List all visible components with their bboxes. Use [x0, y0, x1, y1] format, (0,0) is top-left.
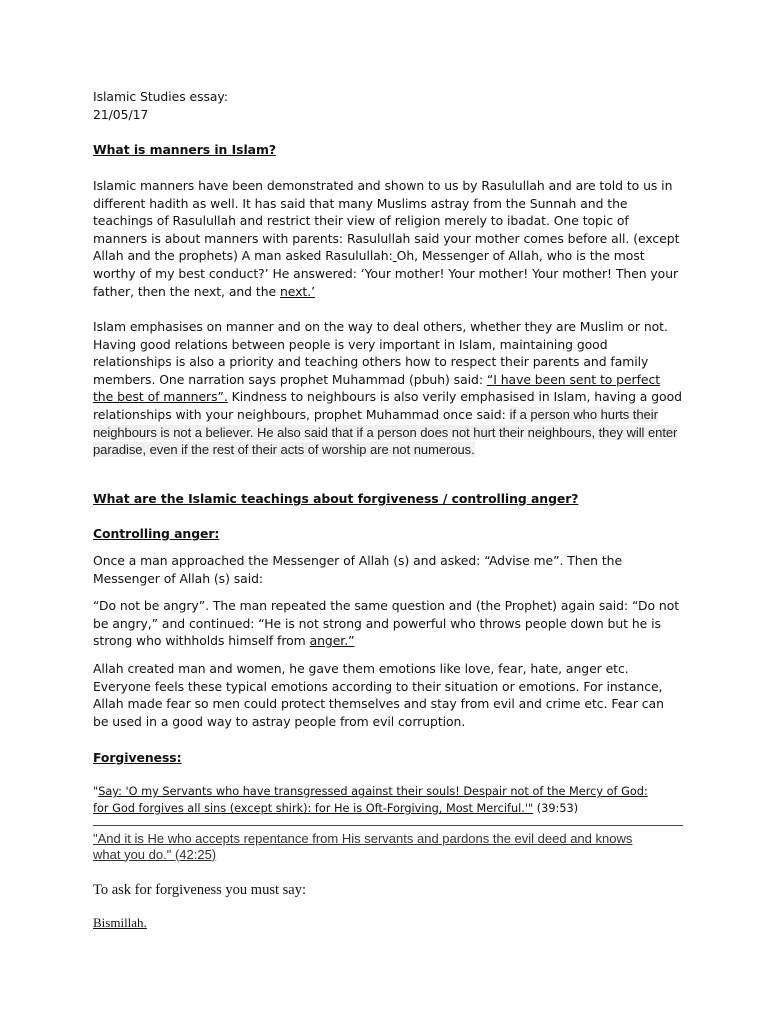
- quran-quote-42-25: [93, 831, 653, 862]
- manners-p1-end: next.’: [279, 283, 315, 299]
- manners-p1-quote: Oh, Messenger of Allah, who is the most worthy of my best conduct?’ He answered: ‘Your mother! Your mother! Your mother! Then your father, then the next, and the: [93, 248, 679, 299]
- bismillah-line: Bismillah.: [93, 915, 147, 930]
- manners-heading: What is manners in Islam?: [93, 142, 276, 157]
- quote1-text: Say: 'O my Servants who have transgressed against their souls! Despair not of the Mercy of God: for God forgives all sins (except shirk): for He is Oft-Forgiving, Most Merciful.'": [93, 785, 648, 815]
- forgiveness-section-heading: What are the Islamic teachings about forgiveness / controlling anger?: [93, 491, 579, 506]
- manners-paragraph-1: [93, 177, 683, 300]
- manners-p2-pasted-text: if a person who hurts their neighbours is not a believer. He also said that if a person does not hurt their neighbours, they will enter paradise, even if the rest of their acts of worship are not numerous.: [93, 406, 678, 458]
- essay-title: Islamic Studies essay:: [93, 89, 228, 104]
- quran-quote-39-53: [93, 783, 653, 817]
- controlling-anger-heading: Controlling anger:: [93, 526, 220, 541]
- quote1-reference: (39:53): [533, 802, 579, 815]
- anger-paragraph-2: [93, 597, 683, 650]
- manners-paragraph-2: [93, 318, 683, 459]
- anger-paragraph-1: Once a man approached the Messenger of Allah (s) and asked: “Advise me”. Then the Messenger of Allah (s) said:: [93, 553, 623, 586]
- quote2-text: "And it is He who accepts repentance from His servants and pardons the evil deed and knows what you do." (42:25): [93, 831, 633, 862]
- ask-forgiveness-line: To ask for forgiveness you must say:: [93, 882, 306, 898]
- divider: [93, 825, 683, 826]
- manners-p2-hadith: “I have been sent to perfect the best of manners”.: [93, 371, 661, 405]
- quote1-open-mark: ": [93, 785, 99, 798]
- essay-header: [93, 88, 683, 123]
- manners-p2-neighbours: Kindness to neighbours is also verily emphasised in Islam, having a good relationships with your neighbours, prophet Muhammad once said:: [93, 389, 682, 422]
- manners-p2-text: Islam emphasises on manner and on the way to deal others, whether they are Muslim or not. Having good relations between people is very important in Islam, maintaining good relationships is also a priority and teaching others how to respect their parents and family members. One narration says prophet Muhammad (pbuh) said:: [93, 319, 668, 387]
- anger-p2-text: “Do not be angry”. The man repeated the same question and (the Prophet) again said: “Do not be angry,” and continued: “He is not strong and powerful who throws people down but he is strong who withholds himself from: [93, 598, 680, 649]
- essay-date: 21/05/17: [93, 106, 149, 122]
- manners-p1-text: Islamic manners have been demonstrated and shown to us by Rasulullah and are told to us in different hadith as well. It has said that many Muslims astray from the Sunnah and the teachings of Rasulullah and restrict their view of religion merely to ibadat. One topic of manners is about manners with parents: Rasulullah said your mother comes before all. (except Allah and the prophets) A man asked Rasulullah:: [93, 178, 680, 264]
- forgiveness-heading: Forgiveness:: [93, 750, 182, 765]
- anger-paragraph-3: Allah created man and women, he gave them emotions like love, fear, hate, anger etc. Everyone feels these typical emotions according to their situation or emotions. For instance, Allah made fear so men could protect themselves and stay from evil and crime etc. Fear can be used in a good way to astray people from evil corruption.: [93, 661, 664, 729]
- anger-p2-end: anger.”: [309, 633, 355, 649]
